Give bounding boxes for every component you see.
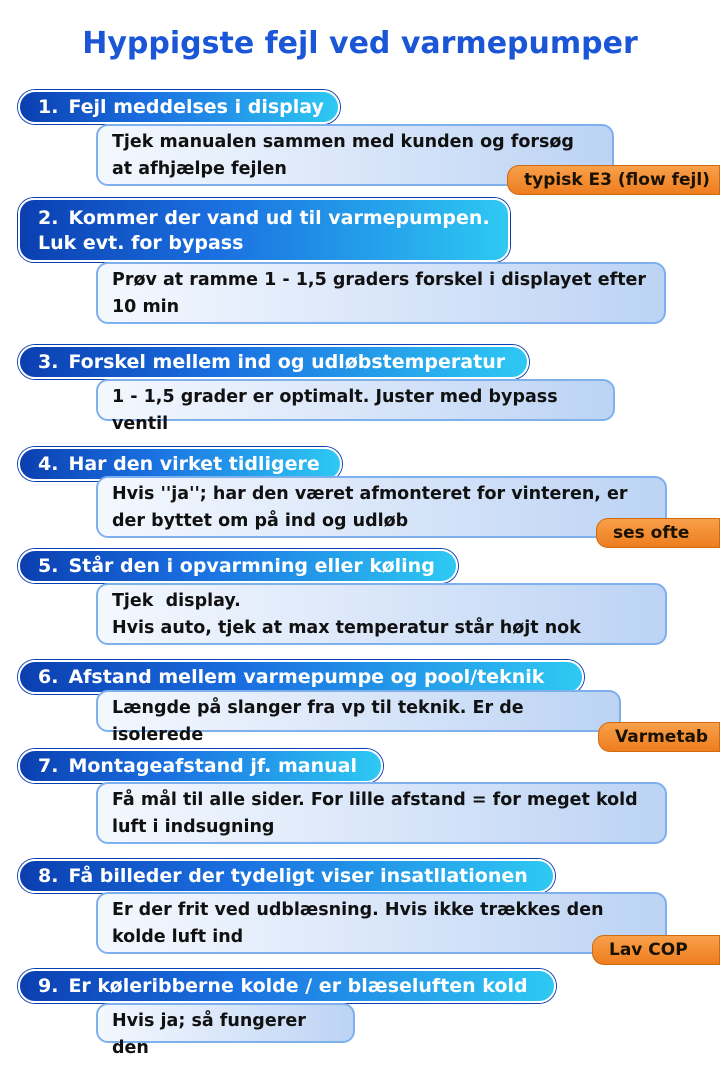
- step-9-description: Hvis ja; så fungerer den: [96, 1003, 355, 1043]
- step-1-heading: [18, 90, 340, 124]
- step-8-number: 8.: [38, 865, 59, 887]
- step-5-description-line-1: Tjek display.: [112, 591, 241, 611]
- step-4-number: 4.: [38, 453, 59, 475]
- step-6-description: Længde på slanger fra vp til teknik. Er de isolerede: [96, 690, 621, 732]
- step-5-description: [96, 583, 667, 645]
- step-5-heading-text: Står den i opvarmning eller køling: [68, 555, 435, 577]
- page-title: Hyppigste fejl ved varmepumper: [82, 26, 638, 61]
- step-3-heading: [18, 345, 529, 379]
- step-5-description-line-2: Hvis auto, tjek at max temperatur står højt nok: [112, 618, 581, 638]
- step-8-description: Er der frit ved udblæsning. Hvis ikke trækkes den kolde luft ind: [96, 892, 667, 954]
- step-9-heading-text: Er køleribberne kolde / er blæseluften kold: [68, 975, 528, 997]
- step-1-heading-text: Fejl meddelses i display: [68, 96, 324, 118]
- step-8-heading: [18, 859, 555, 893]
- step-7-description: Få mål til alle sider. For lille afstand = for meget kold luft i indsugning: [96, 782, 667, 844]
- step-3-description: 1 - 1,5 grader er optimalt. Juster med bypass ventil: [96, 379, 615, 421]
- step-8-heading-text: Få billeder der tydeligt viser insatllationen: [68, 865, 528, 887]
- step-3-heading-text: Forskel mellem ind og udløbstemperatur: [68, 351, 506, 373]
- step-7-number: 7.: [38, 755, 59, 777]
- step-9-heading: [18, 969, 556, 1003]
- step-4-description: Hvis ''ja''; har den været afmonteret for vinteren, er der byttet om på ind og udløb: [96, 476, 667, 538]
- step-6-heading: [18, 660, 584, 694]
- step-5-number: 5.: [38, 555, 59, 577]
- step-6-tag: Varmetab: [598, 722, 720, 752]
- step-7-heading: [18, 749, 383, 783]
- step-5-heading: [18, 549, 458, 583]
- step-2-heading: [18, 198, 510, 262]
- step-1-description: Tjek manualen sammen med kunden og forsøg at afhjælpe fejlen: [96, 124, 614, 186]
- step-3-number: 3.: [38, 351, 59, 373]
- step-1-tag: typisk E3 (flow fejl): [507, 165, 720, 195]
- step-1-number: 1.: [38, 96, 59, 118]
- step-2-number: 2.: [38, 207, 59, 229]
- step-4-tag: ses ofte: [596, 518, 720, 548]
- step-6-heading-text: Afstand mellem varmepumpe og pool/teknik: [68, 666, 545, 688]
- step-9-number: 9.: [38, 975, 59, 997]
- step-7-heading-text: Montageafstand jf. manual: [68, 755, 357, 777]
- step-4-heading-text: Har den virket tidligere: [68, 453, 320, 475]
- step-2-heading-text: Kommer der vand ud til varmepumpen. Luk evt. for bypass: [38, 207, 490, 254]
- step-8-tag: Lav COP: [592, 935, 720, 965]
- step-2-description: Prøv at ramme 1 - 1,5 graders forskel i displayet efter 10 min: [96, 262, 666, 324]
- step-6-number: 6.: [38, 666, 59, 688]
